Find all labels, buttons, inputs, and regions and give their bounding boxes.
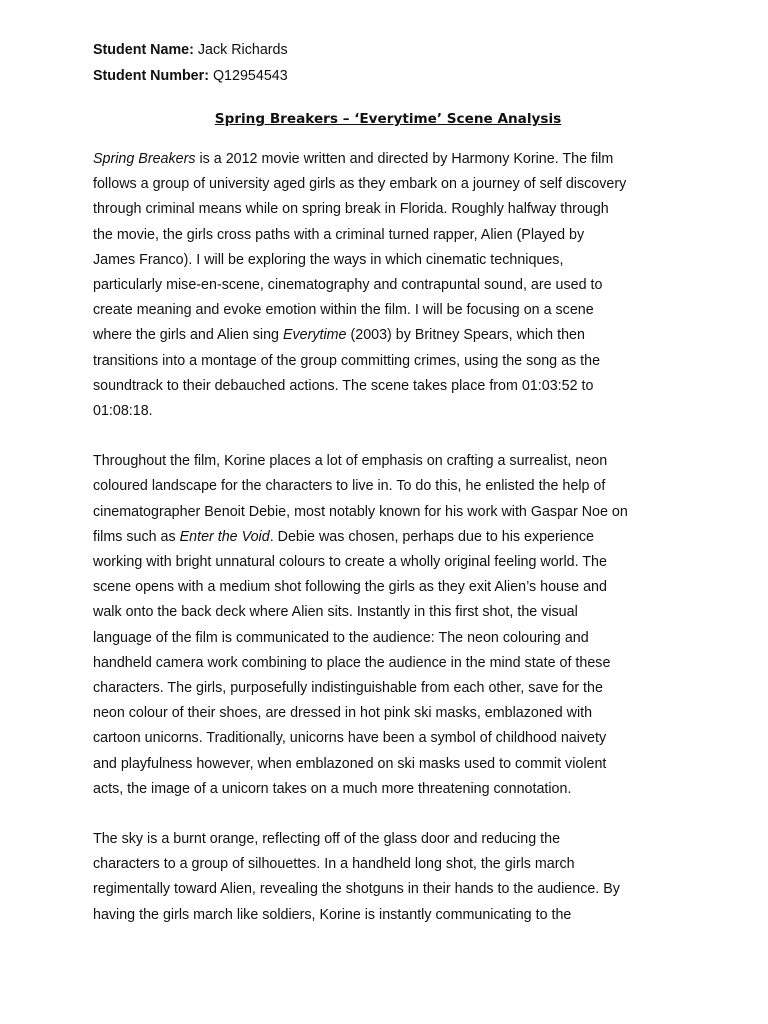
student-number-line	[93, 64, 683, 90]
text-line: acts, the image of a unicorn takes on a much more threatening connotation.	[93, 780, 572, 797]
text-line	[93, 525, 683, 550]
film-title-italic: Spring Breakers	[93, 151, 196, 167]
student-number-label: Student Number:	[93, 67, 209, 84]
text-line	[93, 323, 683, 348]
student-name-line	[93, 38, 683, 64]
text-line: handheld camera work combining to place the audience in the mind state of these	[93, 654, 611, 671]
student-name-value: Jack Richards	[193, 42, 288, 58]
student-number-value: Q12954543	[208, 67, 288, 84]
text-line: soundtrack to their debauched actions. The scene takes place from 01:03:52 to	[93, 377, 594, 394]
line-text: (2003) by Britney Spears, which then	[346, 327, 585, 344]
line-text: is a 2012 movie written and directed by Harmony Korine. The film	[195, 151, 614, 167]
text-line: scene opens with a medium shot following the girls as they exit Alien’s house and	[93, 579, 607, 596]
line-text: . Debie was chosen, perhaps due to his experience	[269, 528, 594, 545]
text-line: The sky is a burnt orange, reflecting off of the glass door and reducing the	[93, 831, 561, 848]
text-line: characters to a group of silhouettes. In a handheld long shot, the girls march	[93, 856, 575, 873]
text-line: follows a group of university aged girls as they embark on a journey of self discovery	[93, 176, 627, 193]
text-line: cartoon unicorns. Traditionally, unicorns have been a symbol of childhood naivety	[93, 730, 607, 747]
song-title-italic: Everytime	[282, 327, 347, 344]
paragraph-sky-analysis	[93, 827, 683, 928]
film-title-italic: Enter the Void	[179, 528, 270, 545]
text-line: language of the film is communicated to the audience: The neon colouring and	[93, 629, 589, 646]
paragraph-introduction	[93, 147, 683, 424]
text-line: through criminal means while on spring break in Florida. Roughly halfway through	[93, 201, 609, 218]
text-line: 01:08:18.	[93, 402, 153, 419]
text-line: having the girls march like soldiers, Korine is instantly communicating to the	[93, 906, 572, 923]
line-text-before: films such as	[93, 528, 180, 545]
text-line: cinematographer Benoit Debie, most notably known for his work with Gaspar Noe on	[93, 503, 628, 520]
text-line: working with bright unnatural colours to create a wholly original feeling world. The	[93, 554, 607, 570]
text-line: transitions into a montage of the group committing crimes, using the song as the	[93, 352, 601, 369]
paragraph-cinematography	[93, 449, 683, 802]
text-line	[93, 147, 683, 172]
line-text-before: where the girls and Alien sing	[93, 327, 283, 344]
text-line: regimentally toward Alien, revealing the shotguns in their hands to the audience. By	[93, 881, 620, 898]
text-line: create meaning and evoke emotion within the film. I will be focusing on a scene	[93, 302, 594, 319]
text-line: particularly mise-en-scene, cinematography and contrapuntal sound, are used to	[93, 276, 603, 293]
text-line: coloured landscape for the characters to live in. To do this, he enlisted the help of	[93, 478, 606, 495]
document-title: Spring Breakers – ‘Everytime’ Scene Analysis	[214, 111, 562, 127]
text-line: Throughout the film, Korine places a lot of emphasis on crafting a surrealist, neon	[93, 453, 608, 470]
text-line: the movie, the girls cross paths with a criminal turned rapper, Alien (Played by	[93, 226, 585, 243]
student-name-label: Student Name:	[93, 42, 194, 58]
text-line: and playfulness however, when emblazoned on ski masks used to commit violent	[93, 755, 607, 772]
document-page	[93, 38, 683, 928]
text-line: characters. The girls, purposefully indistinguishable from each other, save for the	[93, 679, 603, 696]
text-line: walk onto the back deck where Alien sits. Instantly in this first shot, the visual	[93, 604, 578, 621]
text-line: neon colour of their shoes, are dressed in hot pink ski masks, emblazoned with	[93, 705, 593, 722]
text-line: James Franco). I will be exploring the ways in which cinematic techniques,	[93, 251, 564, 268]
